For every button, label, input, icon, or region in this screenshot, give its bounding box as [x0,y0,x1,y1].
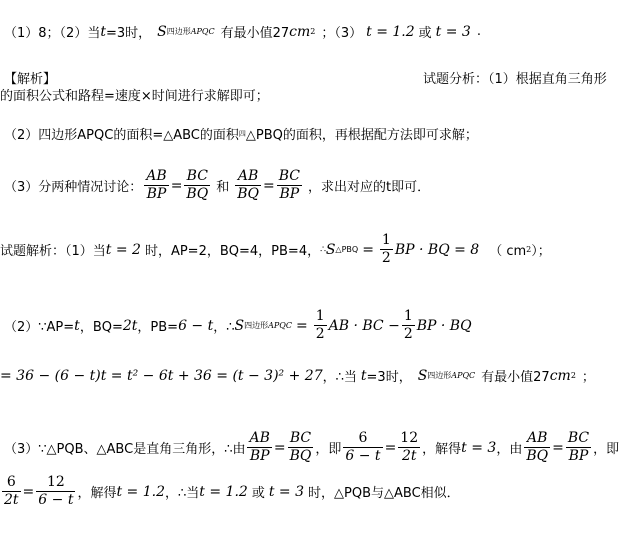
frac-bc-bq: $\frac{BC}{BQ}$ [186,168,209,202]
solution-part3 [0,430,619,465]
eq-sign: = [262,177,275,194]
s3-text-b: ，∴当 [322,370,357,385]
analysis-header: 【解析】 [4,72,57,87]
s3-t: t [360,367,367,384]
analysis-and: 和 [216,180,230,195]
s1-S: S [325,241,336,258]
s2-S-sub2: APQC [268,321,292,330]
s5-frac-6-2t: $\frac{6}{2t}$ [4,474,19,508]
answer-eq-1: t = 1.2 [366,23,415,40]
s5-frac-12: $\frac{12}{6 - t}$ [38,474,74,508]
s4-text-e: ，即 [593,442,620,457]
s2-S: S [234,317,245,334]
s2-text-b: ，BQ= [79,320,123,335]
var-t: t [100,23,106,40]
s5-text-a: ，解得 [77,486,117,501]
s4-frac-bc-bq: $\frac{BC}{BQ}$ [289,430,312,464]
eq-sign: = [552,439,564,456]
s5-text-c: 时，△PQB与△ABC相似． [308,486,460,501]
frac-one-half-a: $\frac{1}{2}$ [315,308,325,342]
s4-text-d: ，由 [496,442,523,457]
s2-S-sub: 四边形 [244,321,269,330]
s5-t3: t = 3 [268,483,304,500]
analysis-cont-line [0,85,269,104]
s2-eq: = [295,317,308,334]
s3-S-sub2: APQC [451,371,476,380]
s3-sup: 2 [570,371,576,380]
analysis-part3 [0,168,430,203]
s1-t: t = 2 [105,241,141,258]
s4-text-c: ，解得 [422,442,462,457]
therefore-icon: ∴ [320,244,326,255]
s1-eq: = [362,241,374,258]
analysis-right-line [423,68,607,87]
s3-unit: cm [549,367,571,384]
eq-sign: = [273,439,286,456]
answer-text-4: ；（3） [321,26,363,41]
analysis-cont: 的面积公式和路程=速度×时间进行求解即可； [0,89,269,104]
s2-text-d: ，∴ [213,320,235,335]
solution-part1 [0,232,551,267]
s5-t: t = 1.2 [116,483,165,500]
s5-t2: t = 1.2 [199,483,248,500]
eq-sign: = [22,483,35,500]
answer-text-3: 有最小值27 [220,26,290,41]
answer-eq-2: t = 3 [435,23,471,40]
unit-sup: 2 [310,27,316,36]
s3-text-d: 有最小值27 [481,370,550,385]
unit-cm: cm [289,23,311,40]
frac-one-half-b: $\frac{1}{2}$ [403,308,413,342]
s1-unit: （ cm [489,244,527,259]
s4-frac-ab-bq: $\frac{AB}{BQ}$ [526,430,549,464]
s1-end: ）； [531,244,551,259]
eq-sign: = [384,439,397,456]
s2-text-a: （2）∵AP= [4,320,75,335]
solution-part2-cont [0,366,595,385]
analysis-p3-end: ，求出对应的t即可． [307,180,431,195]
s1-expr: BP · BQ = 8 [394,241,480,258]
s5-or: 或 [251,486,265,501]
s3-end: ； [581,370,595,385]
frac-ab-bq: $\frac{AB}{BQ}$ [237,168,259,202]
s3-S: S [417,367,428,384]
analysis-right: 试题分析：（1）根据直角三角形 [423,72,607,87]
s2-t1: t [74,317,80,334]
S-subscript-2: APQC [190,27,215,36]
answer-text-1: （1）8；（2）当 [4,26,101,41]
var-S: S [157,23,167,40]
s4-text-b: ，即 [315,442,342,457]
s1-text-b: 时，AP=2，BQ=4，PB=4， [144,244,321,259]
s2-tail: BP · BQ [416,317,472,334]
s3-text-c: =3时， [366,370,412,385]
frac-one-half: $\frac{1}{2}$ [381,232,391,266]
frac-ab-bp: $\frac{AB}{BP}$ [146,168,167,202]
s1-sup: 2 [526,245,532,254]
solution-part2 [0,308,472,343]
analysis-p3-start: （3）分两种情况讨论： [4,180,143,195]
s4-t: t = 3 [461,439,497,456]
answer-end: . [476,24,481,39]
s4-frac-ab-bp: $\frac{AB}{BP}$ [249,430,270,464]
analysis-p2-rest: △PBQ的面积，再根据配方法即可求解； [245,128,478,143]
s4-frac-12: $\frac{12}{2t}$ [400,430,419,464]
s2-mid: AB · BC − [328,317,400,334]
S-subscript: 四边形 [166,27,191,36]
solution-part3-cont [0,474,460,509]
answer-line [0,22,481,41]
s1-text-a: 试题解析：（1）当 [0,244,106,259]
answer-or: 或 [418,26,432,41]
answer-text-2: =3时， [105,26,152,41]
s4-text-a: （3）∵△PQB、△ABC是直角三角形，∴由 [4,442,246,457]
s4-frac-bc-bp: $\frac{BC}{BP}$ [567,430,590,464]
s1-S-sub: △PBQ [335,245,359,254]
s3-S-sub: 四边形 [427,371,452,380]
analysis-p2-tiny: 四 [238,129,246,138]
s5-text-b: ，∴当 [165,486,200,501]
s2-t2: 2t [122,317,138,334]
analysis-p2-text: （2）四边形APQC的面积=△ABC的面积 [4,128,239,143]
s2-text-c: ，PB= [137,320,179,335]
frac-bc-bp: $\frac{BC}{BP}$ [278,168,300,202]
s4-frac-6: $\frac{6}{6 - t}$ [345,430,381,464]
analysis-part2 [0,124,478,143]
s2-t3: 6 − t [178,317,214,334]
eq-sign: = [170,177,183,194]
s3-expr: = 36 − (6 − t)t = t² − 6t + 36 = (t − 3)² + 27 [0,367,323,384]
